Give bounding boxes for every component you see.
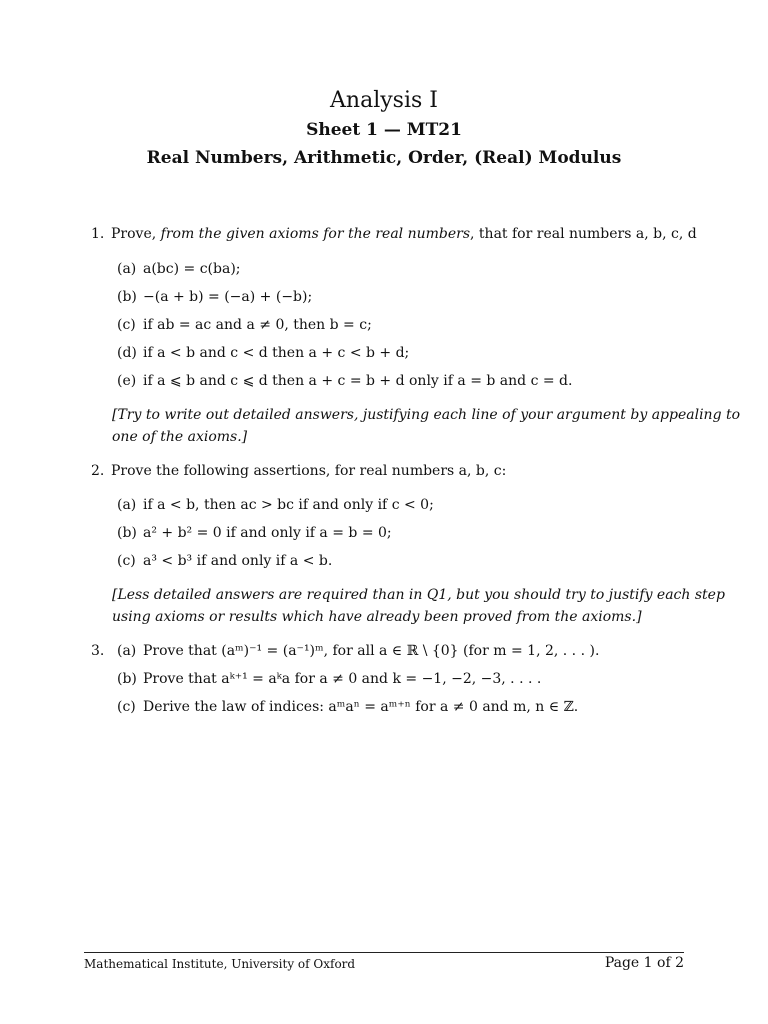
note-line: [Try to write out detailed answers, justifying each line of your argument by appealing to bbox=[112, 407, 741, 423]
item-text: if ab = ac and a ≠ 0, then b = c; bbox=[143, 317, 372, 333]
page-number: Page 1 of 2 bbox=[604, 955, 684, 971]
item-text: −(a + b) = (−a) + (−b); bbox=[143, 289, 313, 305]
item-text: a² + b² = 0 if and only if a = b = 0; bbox=[143, 525, 392, 541]
question-number: 1. bbox=[91, 226, 105, 242]
document-title: Analysis I bbox=[330, 88, 438, 113]
item-text: if a < b, then ac > bc if and only if c < 0; bbox=[143, 497, 434, 513]
note-line: using axioms or results which have already been proved from the axioms.] bbox=[112, 609, 642, 625]
item-label: (b) bbox=[117, 671, 137, 687]
item-text: if a ⩽ b and c ⩽ d then a + c = b + d only if a = b and c = d. bbox=[143, 373, 573, 389]
item-label: (c) bbox=[117, 553, 136, 569]
footer-divider bbox=[84, 952, 684, 953]
note-line: one of the axioms.] bbox=[112, 429, 248, 445]
item-label: (e) bbox=[117, 373, 137, 389]
question-1-intro bbox=[111, 224, 697, 244]
item-text: Prove that aᵏ⁺¹ = aᵏa for a ≠ 0 and k = −1, −2, −3, . . . . bbox=[143, 671, 542, 687]
footer-institution: Mathematical Institute, University of Oxford bbox=[84, 957, 356, 971]
sheet-subtitle: Real Numbers, Arithmetic, Order, (Real) Modulus bbox=[146, 148, 622, 168]
item-label: (d) bbox=[117, 345, 137, 361]
question-number: 3. bbox=[91, 643, 105, 659]
item-label: (b) bbox=[117, 289, 137, 305]
question-number: 2. bbox=[91, 463, 105, 479]
item-label: (a) bbox=[117, 497, 137, 513]
item-text: a(bc) = c(ba); bbox=[143, 261, 241, 277]
item-label: (c) bbox=[117, 699, 136, 715]
intro-suffix: , that for real numbers a, b, c, d bbox=[470, 226, 697, 242]
question-2-intro: Prove the following assertions, for real numbers a, b, c: bbox=[111, 463, 507, 479]
item-label: (a) bbox=[117, 643, 137, 659]
note-line: [Less detailed answers are required than in Q1, but you should try to justify each step bbox=[112, 587, 725, 603]
item-text: Prove that (aᵐ)⁻¹ = (a⁻¹)ᵐ, for all a ∈ ℝ \ {0} (for m = 1, 2, . . . ). bbox=[143, 643, 600, 659]
item-text: Derive the law of indices: aᵐaⁿ = aᵐ⁺ⁿ for a ≠ 0 and m, n ∈ ℤ. bbox=[143, 699, 579, 715]
item-label: (b) bbox=[117, 525, 137, 541]
sheet-label: Sheet 1 — MT21 bbox=[306, 120, 462, 140]
item-label: (c) bbox=[117, 317, 136, 333]
intro-emphasis: from the given axioms for the real numbers bbox=[160, 226, 471, 242]
item-label: (a) bbox=[117, 261, 137, 277]
item-text: if a < b and c < d then a + c < b + d; bbox=[143, 345, 410, 361]
item-text: a³ < b³ if and only if a < b. bbox=[143, 553, 333, 569]
intro-prefix: Prove, bbox=[111, 226, 161, 242]
